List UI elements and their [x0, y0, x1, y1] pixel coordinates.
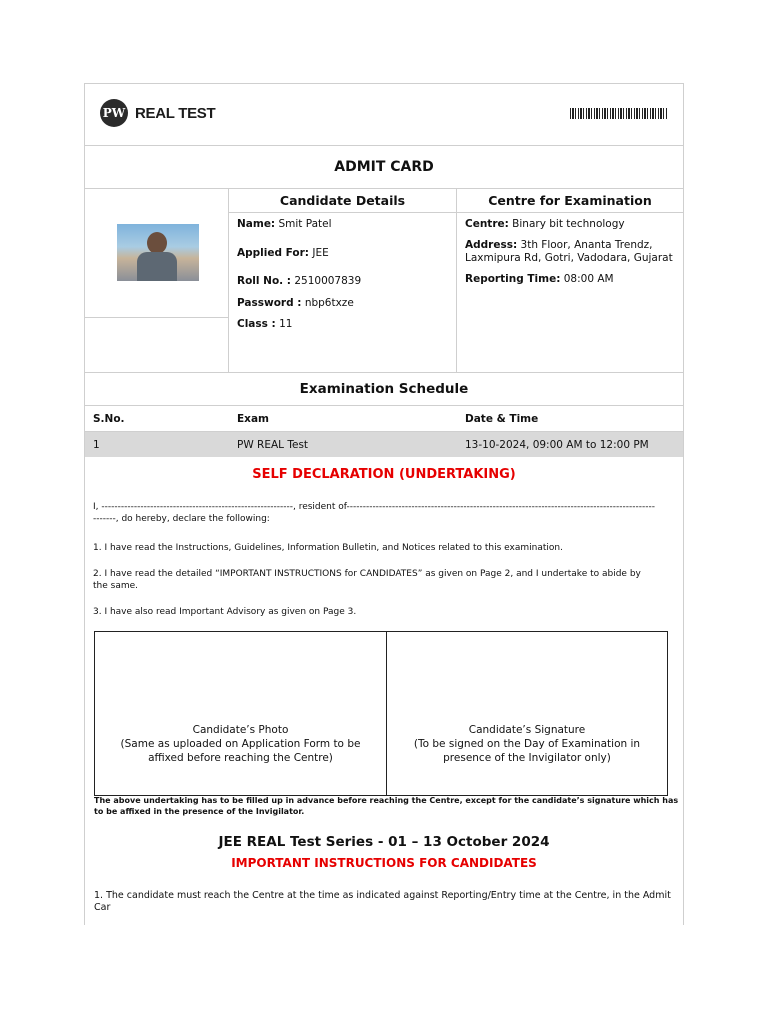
col-sno: S.No.	[93, 412, 125, 425]
pw-logo-icon: PW	[100, 99, 128, 127]
password-row: Password : nbp6txze	[237, 297, 354, 309]
card-header	[85, 84, 683, 146]
roll-row: Roll No. : 2510007839	[237, 275, 362, 287]
declaration-intro: I, -----------------------------------------------------------, resident of----------------------------------------------------------------------------------------------- -------, do hereby, declare the following:	[93, 502, 655, 524]
photo-column	[85, 189, 229, 372]
applied-for: JEE	[312, 247, 329, 259]
declaration-point1: 1. I have read the Instructions, Guidelines, Information Bulletin, and Notices related to this examination.	[93, 543, 563, 553]
reporting-row: Reporting Time: 08:00 AM	[465, 273, 614, 285]
undertaking-note: The above undertaking has to be filled up in advance before reaching the Centre, except for the candidate’s signature which has to be affixed in the presence of the Invigilator.	[94, 796, 679, 816]
declaration-title: SELF DECLARATION (UNDERTAKING)	[252, 467, 516, 482]
photo-box: Candidate’s Photo (Same as uploaded on Application Form to be affixed before reaching the Centre)	[95, 632, 387, 795]
declaration-point3: 3. I have also read Important Advisory as given on Page 3.	[93, 607, 357, 617]
class-row: Class : 11	[237, 318, 293, 330]
row-exam: PW REAL Test	[237, 438, 309, 451]
reporting-time: 08:00 AM	[563, 273, 614, 285]
instruction-1: 1. The candidate must reach the Centre at the time as indicated against Reporting/Entry time at the Centre, in the Admit Car	[94, 890, 671, 913]
centre-heading: Centre for Examination	[457, 189, 683, 213]
centre-name: Binary bit technology	[512, 218, 625, 230]
address-line2: Laxmipura Rd, Gotri, Vadodara, Gujarat	[465, 252, 673, 264]
series-title: JEE REAL Test Series - 01 – 13 October 2024	[218, 834, 550, 850]
address-line1: 3th Floor, Ananta Trendz,	[520, 239, 653, 251]
signature-box: Candidate’s Signature (To be signed on the Day of Examination in presence of the Invigilator only)	[413, 724, 641, 764]
class-value: 11	[279, 318, 293, 330]
roll-number: 2510007839	[294, 275, 362, 287]
admit-card	[84, 83, 684, 925]
instructions-title: IMPORTANT INSTRUCTIONS FOR CANDIDATES	[231, 856, 537, 870]
schedule-title: Examination Schedule	[85, 373, 683, 406]
candidate-photo	[117, 224, 199, 281]
candidate-name: Smit Patel	[278, 218, 332, 230]
centre-row: Centre: Binary bit technology	[465, 218, 625, 230]
centre-details	[457, 189, 683, 372]
photo-signature-boxes	[94, 631, 668, 796]
applied-row: Applied For: JEE	[237, 247, 329, 259]
schedule-header-row	[85, 406, 683, 432]
col-exam: Exam	[237, 412, 269, 425]
brand-name: REAL TEST	[135, 105, 216, 122]
row-sno: 1	[93, 438, 100, 451]
table-row	[85, 432, 683, 457]
details-section	[85, 189, 683, 373]
row-datetime: 13-10-2024, 09:00 AM to 12:00 PM	[465, 438, 649, 451]
password: nbp6txze	[304, 297, 354, 309]
candidate-details	[229, 189, 457, 372]
barcode-icon	[570, 108, 668, 119]
address-row: Address: 3th Floor, Ananta Trendz,	[465, 239, 653, 251]
declaration-point2: 2. I have read the detailed “IMPORTANT INSTRUCTIONS for CANDIDATES” as given on Page 2, and I undertake to abide by the same.	[93, 569, 641, 591]
candidate-details-heading: Candidate Details	[229, 189, 456, 213]
col-datetime: Date & Time	[465, 412, 539, 425]
name-row: Name: Smit Patel	[237, 218, 332, 230]
admit-card-title: ADMIT CARD	[85, 146, 683, 189]
